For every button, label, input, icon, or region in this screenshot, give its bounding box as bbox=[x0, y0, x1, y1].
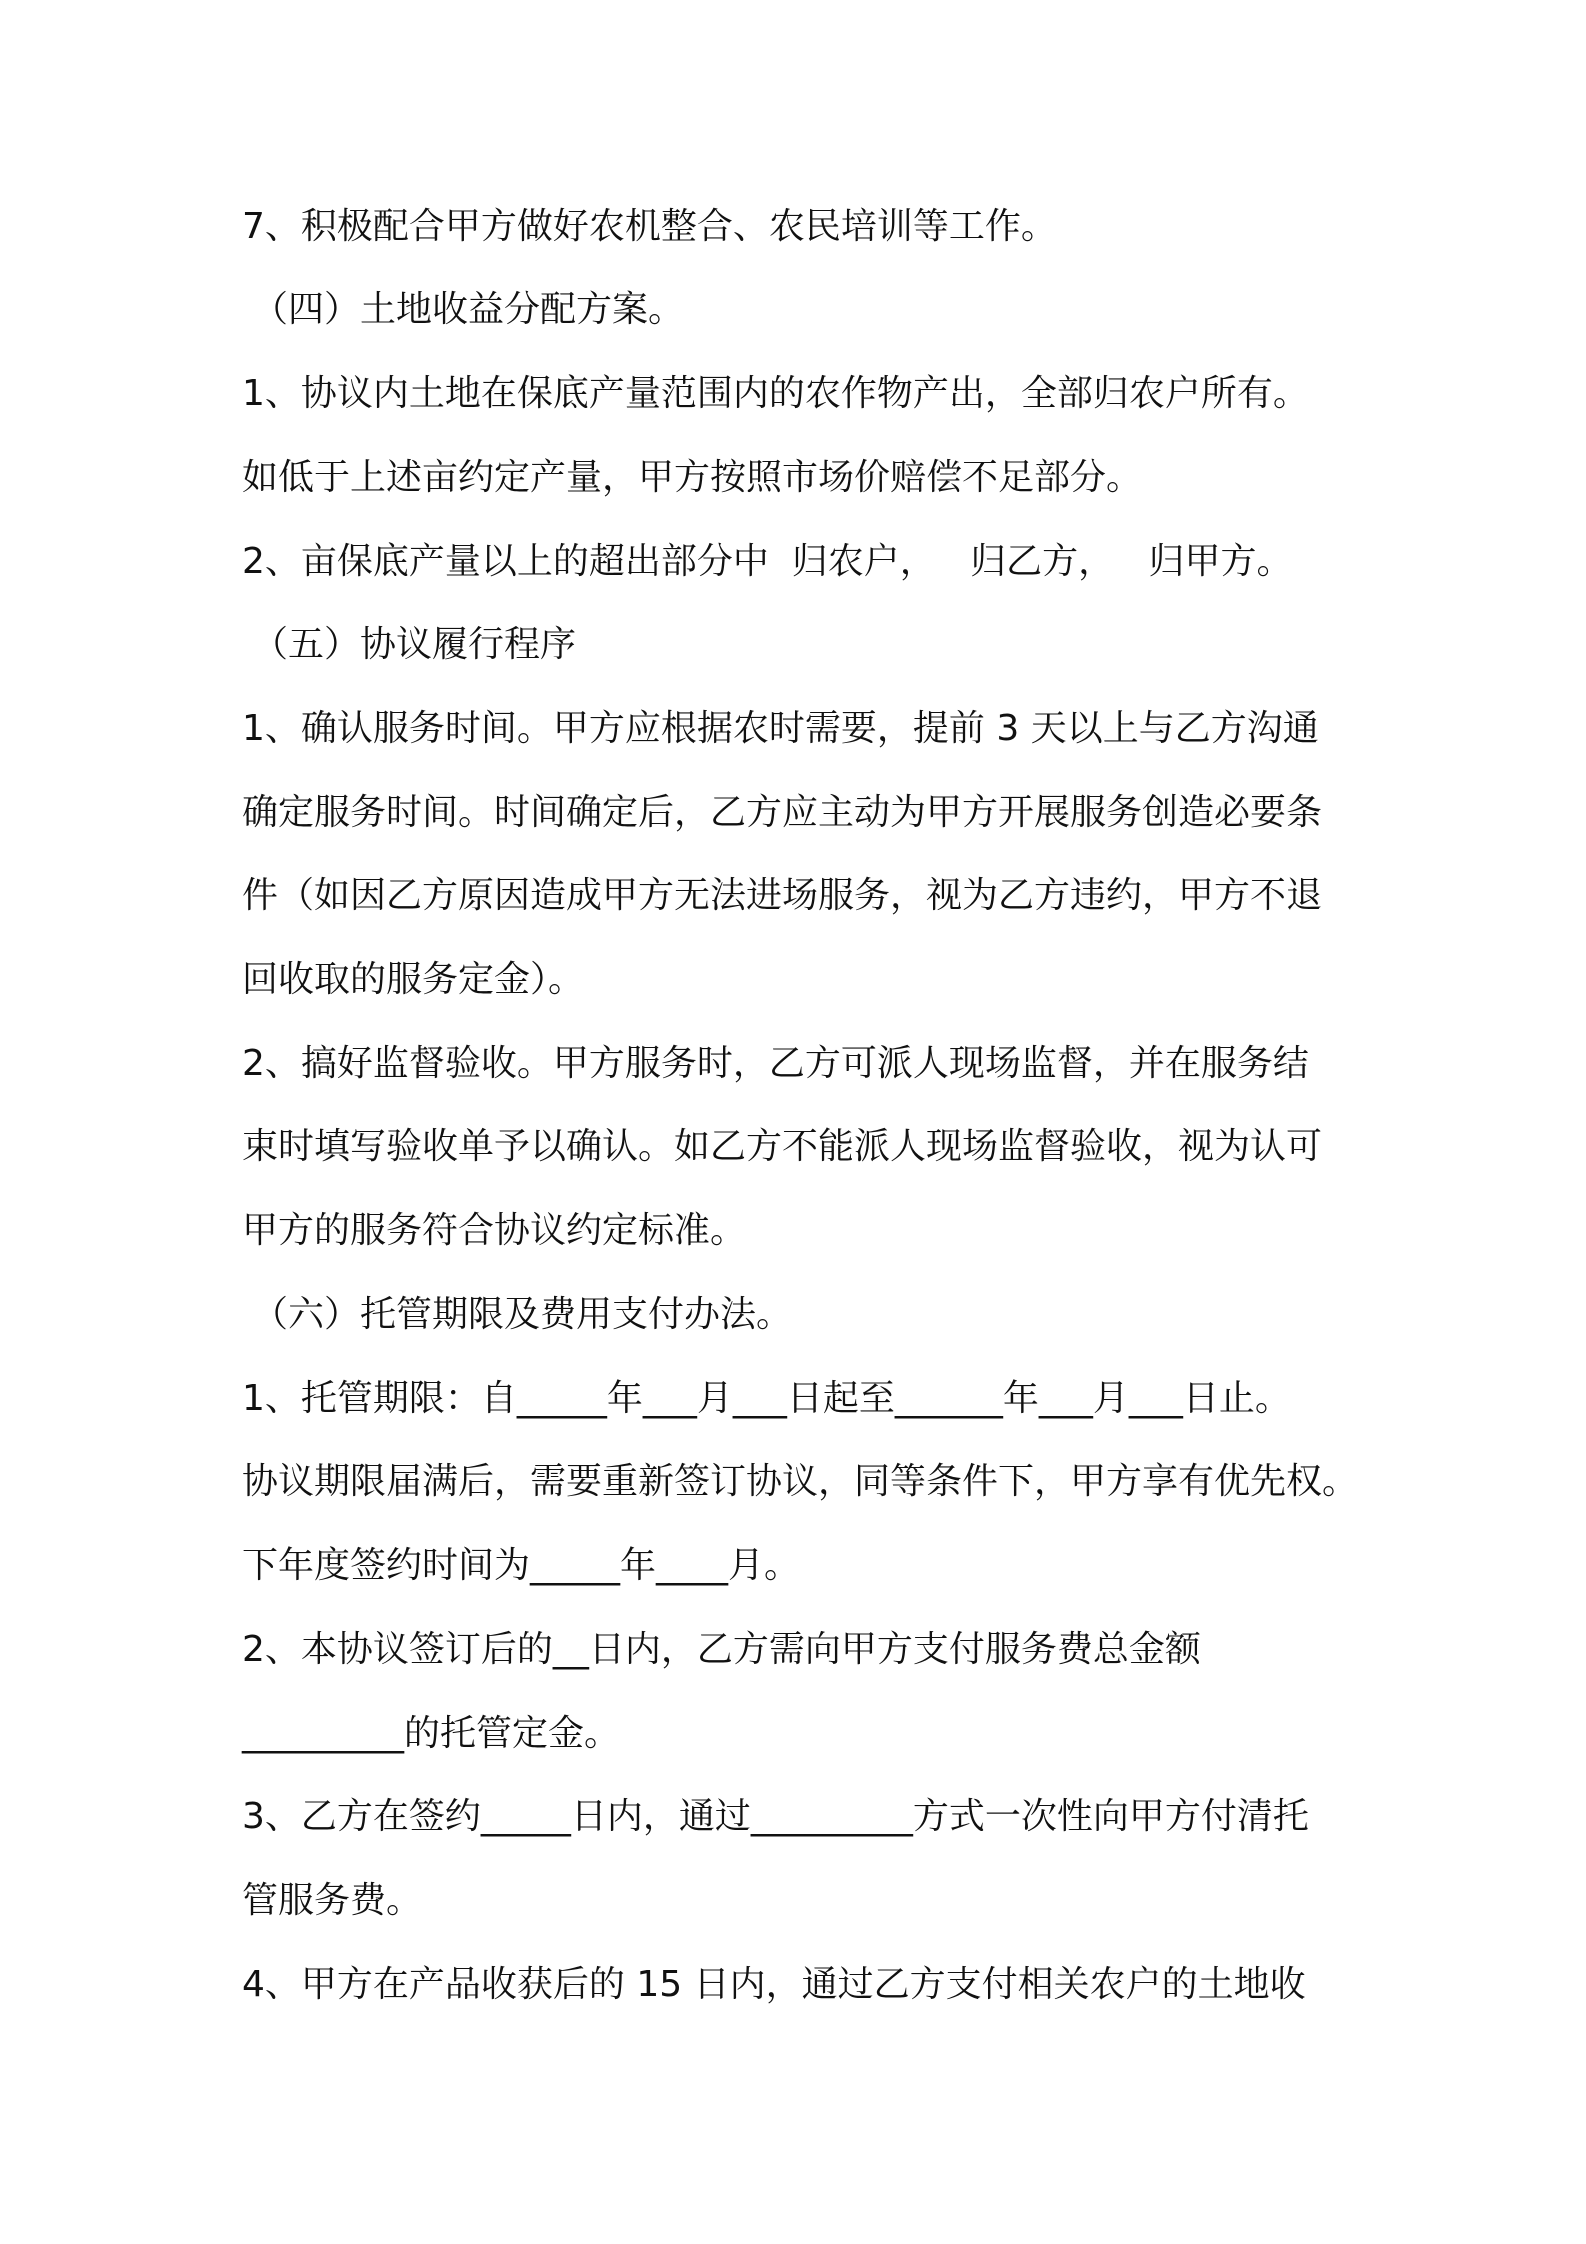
text-line: 1、确认服务时间。甲方应根据农时需要，提前 3 天以上与乙方沟通 bbox=[242, 708, 1319, 749]
text-line: 3、乙方在签约_____日内，通过_________方式一次性向甲方付清托 bbox=[242, 1796, 1309, 1837]
text-line: 如低于上述亩约定产量，甲方按照市场价赔偿不足部分。 bbox=[242, 457, 1143, 498]
text-line: 7、积极配合甲方做好农机整合、农民培训等工作。 bbox=[242, 206, 1057, 247]
text-line: 2、本协议签订后的__日内，乙方需向甲方支付服务费总金额 bbox=[242, 1629, 1201, 1670]
text-line: 束时填写验收单予以确认。如乙方不能派人现场监督验收，视为认可 bbox=[242, 1126, 1323, 1167]
section-heading: （五）协议履行程序 bbox=[252, 624, 577, 665]
text-line: 确定服务时间。时间确定后，乙方应主动为甲方开展服务创造必要条 bbox=[242, 792, 1323, 833]
text-line: 回收取的服务定金）。 bbox=[242, 959, 585, 1000]
text-line: 协议期限届满后，需要重新签订协议，同等条件下，甲方享有优先权。 bbox=[242, 1461, 1359, 1502]
text-line: _________的托管定金。 bbox=[242, 1713, 621, 1754]
text-line: 1、协议内土地在保底产量范围内的农作物产出，全部归农户所有。 bbox=[242, 373, 1309, 414]
text-line: 下年度签约时间为_____年____月。 bbox=[242, 1545, 801, 1586]
section-heading: （六）托管期限及费用支付办法。 bbox=[252, 1294, 793, 1335]
text-line: 管服务费。 bbox=[242, 1880, 423, 1921]
text-line: 件（如因乙方原因造成甲方无法进场服务，视为乙方违约，甲方不退 bbox=[242, 875, 1323, 916]
text-line: 4、甲方在产品收获后的 15 日内，通过乙方支付相关农户的土地收 bbox=[242, 1964, 1306, 2005]
text-line: 1、托管期限：自_____年___月___日起至______年___月___日止。 bbox=[242, 1378, 1291, 1419]
section-heading: （四）土地收益分配方案。 bbox=[252, 289, 685, 330]
text-line: 2、搞好监督验收。甲方服务时，乙方可派人现场监督，并在服务结 bbox=[242, 1043, 1309, 1084]
text-line: 2、亩保底产量以上的超出部分中 归农户， 归乙方， 归甲方。 bbox=[242, 541, 1293, 582]
text-line: 甲方的服务符合协议约定标准。 bbox=[242, 1210, 747, 1251]
